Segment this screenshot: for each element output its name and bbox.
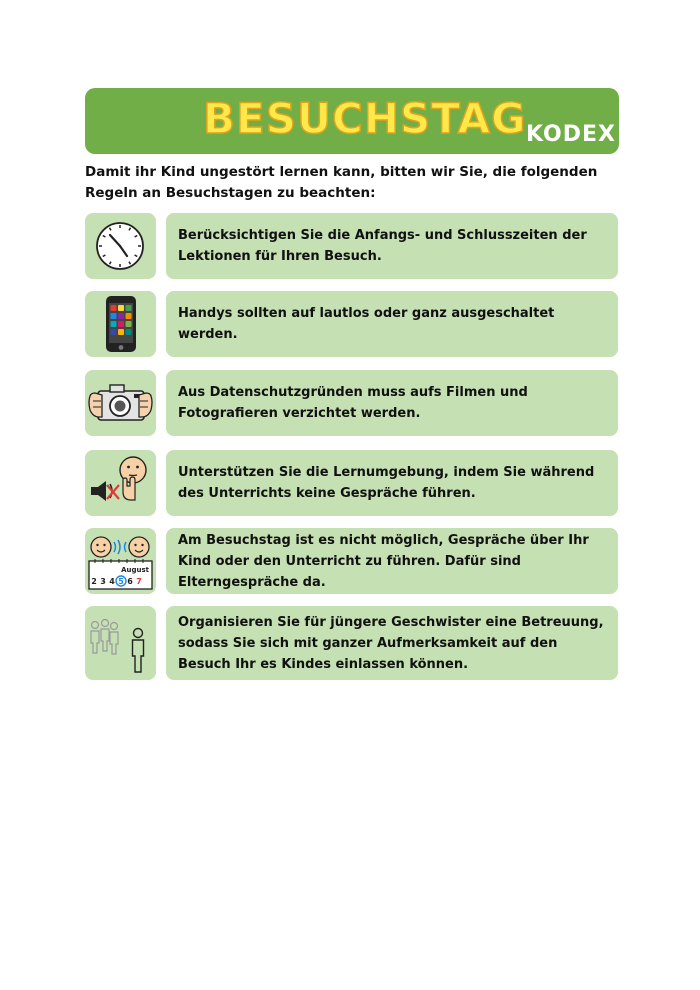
- camera-icon: [85, 370, 156, 436]
- calendar-day: 7: [136, 577, 142, 586]
- rule-text-box: [166, 606, 618, 680]
- rule-text-box: [166, 450, 618, 516]
- rule-text-box: [166, 370, 618, 436]
- calendar-month: August: [121, 566, 149, 574]
- rule-text: Unterstützen Sie die Lernumgebung, indem Sie während des Unterrichts keine Gespräche führen.: [178, 465, 595, 501]
- intro-text: Damit ihr Kind ungestört lernen kann, bitten wir Sie, die folgenden Regeln an Besuchstagen zu beachten:: [85, 164, 598, 201]
- calendar-day: 2: [91, 577, 97, 586]
- page-subtitle: KODEX: [526, 122, 617, 147]
- rule-item: [85, 528, 619, 594]
- quiet-please-icon: [85, 450, 156, 516]
- rule-item: [85, 370, 619, 436]
- rule-item: [85, 450, 619, 516]
- siblings-icon: [85, 606, 156, 680]
- calendar-day: 6: [127, 577, 133, 586]
- rule-text: Handys sollten auf lautlos oder ganz ausgeschaltet werden.: [178, 306, 555, 342]
- rule-item: [85, 606, 619, 680]
- rule-item: [85, 213, 619, 279]
- clock-icon: [85, 213, 156, 279]
- rule-text-box: [166, 213, 618, 279]
- header-banner: [85, 88, 619, 154]
- calendar-day: 4: [109, 577, 115, 586]
- smartphone-icon: [85, 291, 156, 357]
- rule-text: Organisieren Sie für jüngere Geschwister eine Betreuung, sodass Sie sich mit ganzer Aufmerksamkeit auf den Besuch Ihr es Kindes einlassen können.: [178, 614, 604, 672]
- calendar-day: 3: [100, 577, 106, 586]
- page-title: BESUCHSTAG: [203, 94, 527, 143]
- calendar-day-highlighted: 5: [118, 577, 124, 586]
- rule-item: [85, 291, 619, 357]
- rule-text: Aus Datenschutzgründen muss aufs Filmen und Fotografieren verzichtet werden.: [178, 385, 528, 421]
- rule-text-box: [166, 291, 618, 357]
- rule-text-box: [166, 528, 618, 594]
- parent-talk-calendar-icon: [85, 528, 156, 594]
- rule-text: Am Besuchstag ist es nicht möglich, Gespräche über Ihr Kind oder den Unterricht zu führen. Dafür sind Elterngespräche da.: [178, 532, 589, 590]
- rule-text: Berücksichtigen Sie die Anfangs- und Schlusszeiten der Lektionen für Ihren Besuch.: [178, 228, 587, 264]
